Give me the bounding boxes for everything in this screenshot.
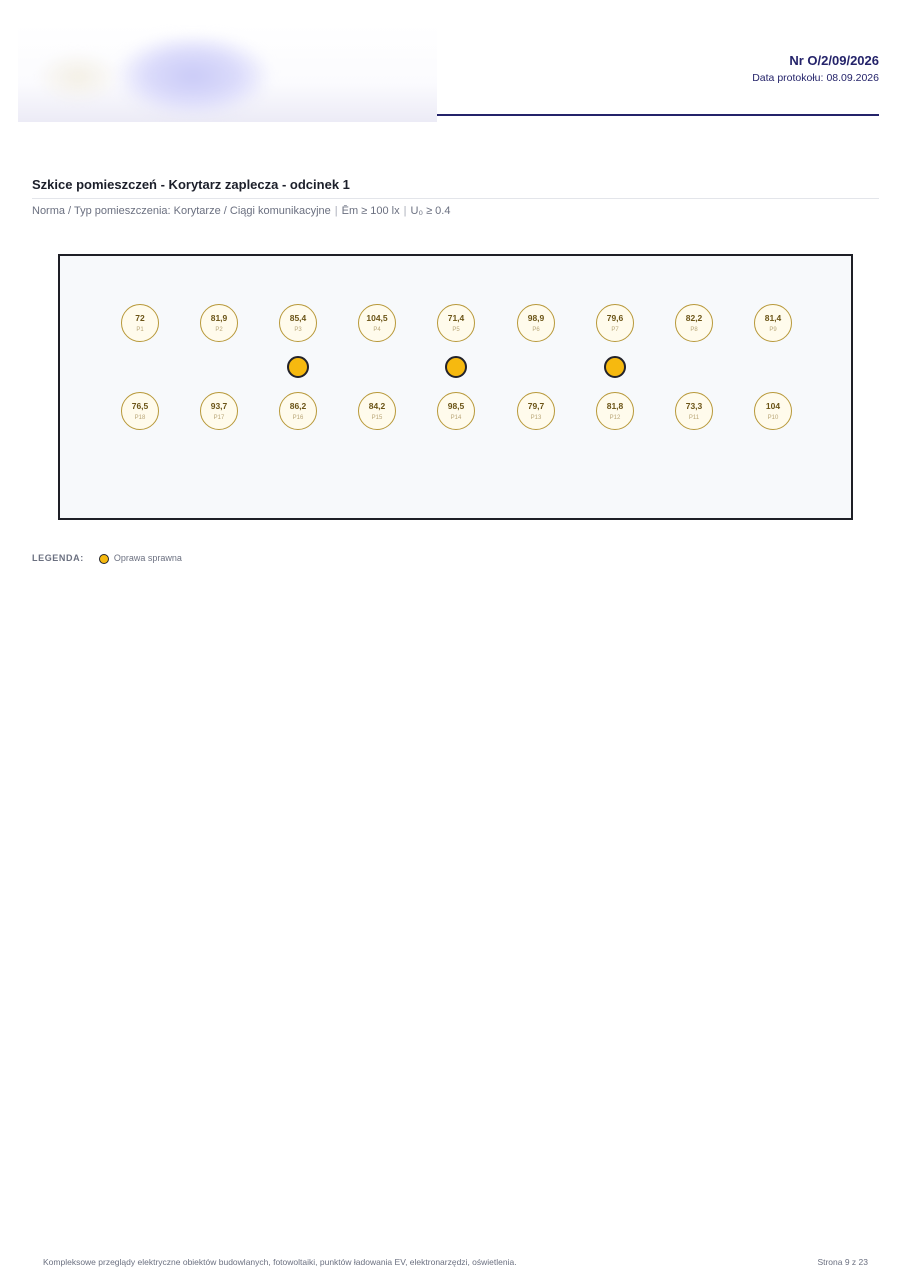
measurement-point (675, 304, 713, 342)
measurement-point (754, 304, 792, 342)
measurement-point-label: P11 (688, 414, 700, 421)
measurement-point (675, 392, 713, 430)
measurement-point-label: P2 (215, 326, 223, 333)
measurement-value: 104 (765, 400, 781, 411)
legend-item-label: Oprawa sprawna (113, 553, 182, 563)
measurement-point (754, 392, 792, 430)
protocol-date-value: 08.09.2026 (826, 72, 879, 84)
measurement-point-label: P18 (134, 414, 146, 421)
measurement-point (121, 304, 159, 342)
measurement-point-label: P12 (609, 414, 621, 421)
measurement-point-label: P6 (532, 326, 540, 333)
measurement-point-label: P8 (690, 326, 698, 333)
measurement-value: 81,9 (210, 312, 228, 323)
measurement-point (596, 304, 634, 342)
legend-title: LEGENDA: (32, 553, 84, 563)
measurement-point-label: P7 (611, 326, 619, 333)
company-logo (18, 24, 437, 122)
measurement-value: 71,4 (447, 312, 465, 323)
measurement-point (596, 392, 634, 430)
measurement-point-label: P3 (294, 326, 302, 333)
section-title: Szkice pomieszczeń - Korytarz zaplecza - odcinek 1 (32, 177, 350, 192)
measurement-point (517, 392, 555, 430)
measurement-point-label: P4 (373, 326, 381, 333)
measurement-point (121, 392, 159, 430)
measurement-point-label: P14 (450, 414, 462, 421)
measurement-point-label: P1 (136, 326, 144, 333)
luminaire-icon (445, 356, 467, 378)
legend (32, 552, 182, 564)
measurement-value: 79,6 (606, 312, 624, 323)
norm-requirements (32, 205, 450, 217)
measurement-value: 76,5 (131, 400, 149, 411)
measurement-point (200, 304, 238, 342)
measurement-value: 73,3 (685, 400, 703, 411)
header-divider (437, 114, 879, 116)
title-divider (32, 198, 879, 199)
measurement-point-label: P9 (769, 326, 777, 333)
measurement-point-label: P17 (213, 414, 225, 421)
measurement-value: 98,5 (447, 400, 465, 411)
measurement-value: 86,2 (289, 400, 307, 411)
luminaire-icon (287, 356, 309, 378)
measurement-value: 82,2 (685, 312, 703, 323)
measurement-point (358, 304, 396, 342)
measurement-value: 79,7 (527, 400, 545, 411)
page-number: Strona 9 z 23 (817, 1257, 868, 1267)
measurement-value: 104,5 (366, 312, 388, 323)
protocol-date (752, 72, 879, 84)
norm-room-type: Norma / Typ pomieszczenia: Korytarze / Ciągi komunikacyjne (32, 205, 331, 217)
measurement-point (200, 392, 238, 430)
measurement-value: 93,7 (210, 400, 228, 411)
measurement-point (437, 392, 475, 430)
measurement-value: 81,4 (764, 312, 782, 323)
measurement-point (437, 304, 475, 342)
luminaire-ok-icon (99, 554, 109, 564)
luminaire-icon (604, 356, 626, 378)
norm-u0-requirement: U₀ ≥ 0.4 (410, 205, 451, 217)
measurement-point-label: P10 (767, 414, 779, 421)
measurement-value: 98,9 (527, 312, 545, 323)
measurement-value: 81,8 (606, 400, 624, 411)
measurement-point-label: P16 (292, 414, 304, 421)
protocol-number: Nr O/2/09/2026 (789, 53, 879, 68)
norm-em-requirement: Ēm ≥ 100 lx (341, 205, 400, 217)
room-sketch (58, 254, 853, 520)
norm-separator: | (334, 205, 338, 217)
footer-text: Kompleksowe przeglądy elektryczne obiektów budowlanych, fotowoltaiki, punktów ładowania EV, elektronarzędzi, oświetlenia. (43, 1257, 517, 1267)
measurement-value: 72 (135, 312, 145, 323)
measurement-point-label: P5 (452, 326, 460, 333)
measurement-value: 85,4 (289, 312, 307, 323)
protocol-date-label: Data protokołu: (752, 72, 824, 84)
measurement-point (279, 304, 317, 342)
norm-separator: | (403, 205, 407, 217)
measurement-value: 84,2 (368, 400, 386, 411)
measurement-point-label: P15 (371, 414, 383, 421)
measurement-point (517, 304, 555, 342)
measurement-point (279, 392, 317, 430)
measurement-point (358, 392, 396, 430)
measurement-point-label: P13 (530, 414, 542, 421)
